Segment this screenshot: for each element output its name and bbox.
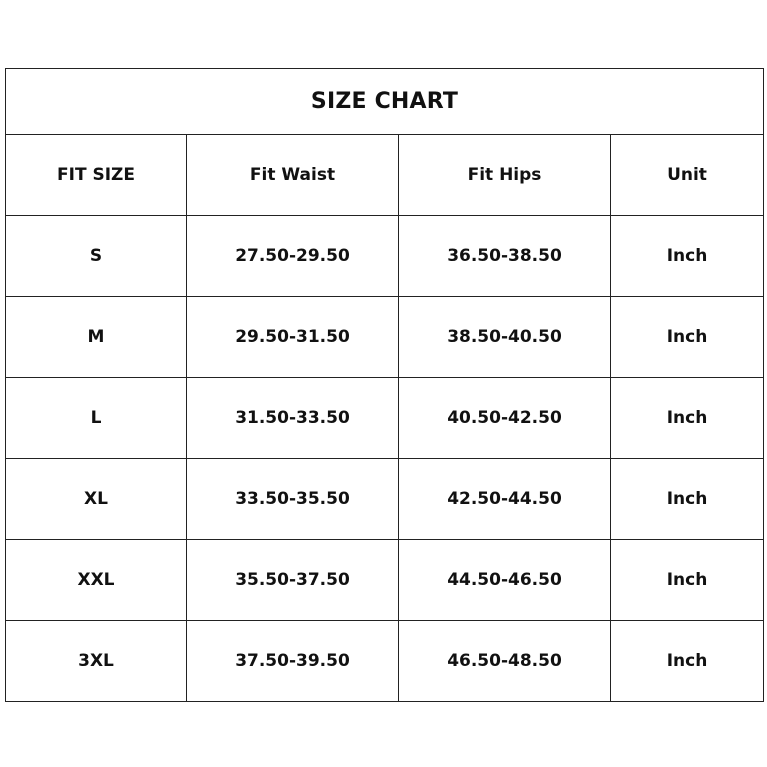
unit-cell: Inch <box>611 378 764 459</box>
waist-cell: 29.50-31.50 <box>187 297 399 378</box>
size-cell: M <box>6 297 187 378</box>
unit-cell: Inch <box>611 459 764 540</box>
hips-cell: 42.50-44.50 <box>399 459 611 540</box>
waist-cell: 27.50-29.50 <box>187 216 399 297</box>
table-row <box>6 378 764 459</box>
header-fit-size: FIT SIZE <box>6 135 187 216</box>
hips-cell: 44.50-46.50 <box>399 540 611 621</box>
waist-cell: 33.50-35.50 <box>187 459 399 540</box>
header-unit: Unit <box>611 135 764 216</box>
hips-cell: 46.50-48.50 <box>399 621 611 702</box>
table-row <box>6 459 764 540</box>
unit-cell: Inch <box>611 297 764 378</box>
table-row <box>6 540 764 621</box>
size-cell: XL <box>6 459 187 540</box>
title-row <box>6 69 764 135</box>
hips-cell: 38.50-40.50 <box>399 297 611 378</box>
hips-cell: 36.50-38.50 <box>399 216 611 297</box>
unit-cell: Inch <box>611 540 764 621</box>
size-cell: 3XL <box>6 621 187 702</box>
unit-cell: Inch <box>611 621 764 702</box>
table-row <box>6 621 764 702</box>
hips-cell: 40.50-42.50 <box>399 378 611 459</box>
header-fit-hips: Fit Hips <box>399 135 611 216</box>
waist-cell: 31.50-33.50 <box>187 378 399 459</box>
waist-cell: 35.50-37.50 <box>187 540 399 621</box>
table-row <box>6 297 764 378</box>
size-chart-table <box>5 68 764 702</box>
size-cell: S <box>6 216 187 297</box>
header-fit-waist: Fit Waist <box>187 135 399 216</box>
unit-cell: Inch <box>611 216 764 297</box>
table-row <box>6 216 764 297</box>
size-cell: XXL <box>6 540 187 621</box>
waist-cell: 37.50-39.50 <box>187 621 399 702</box>
size-cell: L <box>6 378 187 459</box>
chart-title: SIZE CHART <box>6 69 764 135</box>
header-row <box>6 135 764 216</box>
